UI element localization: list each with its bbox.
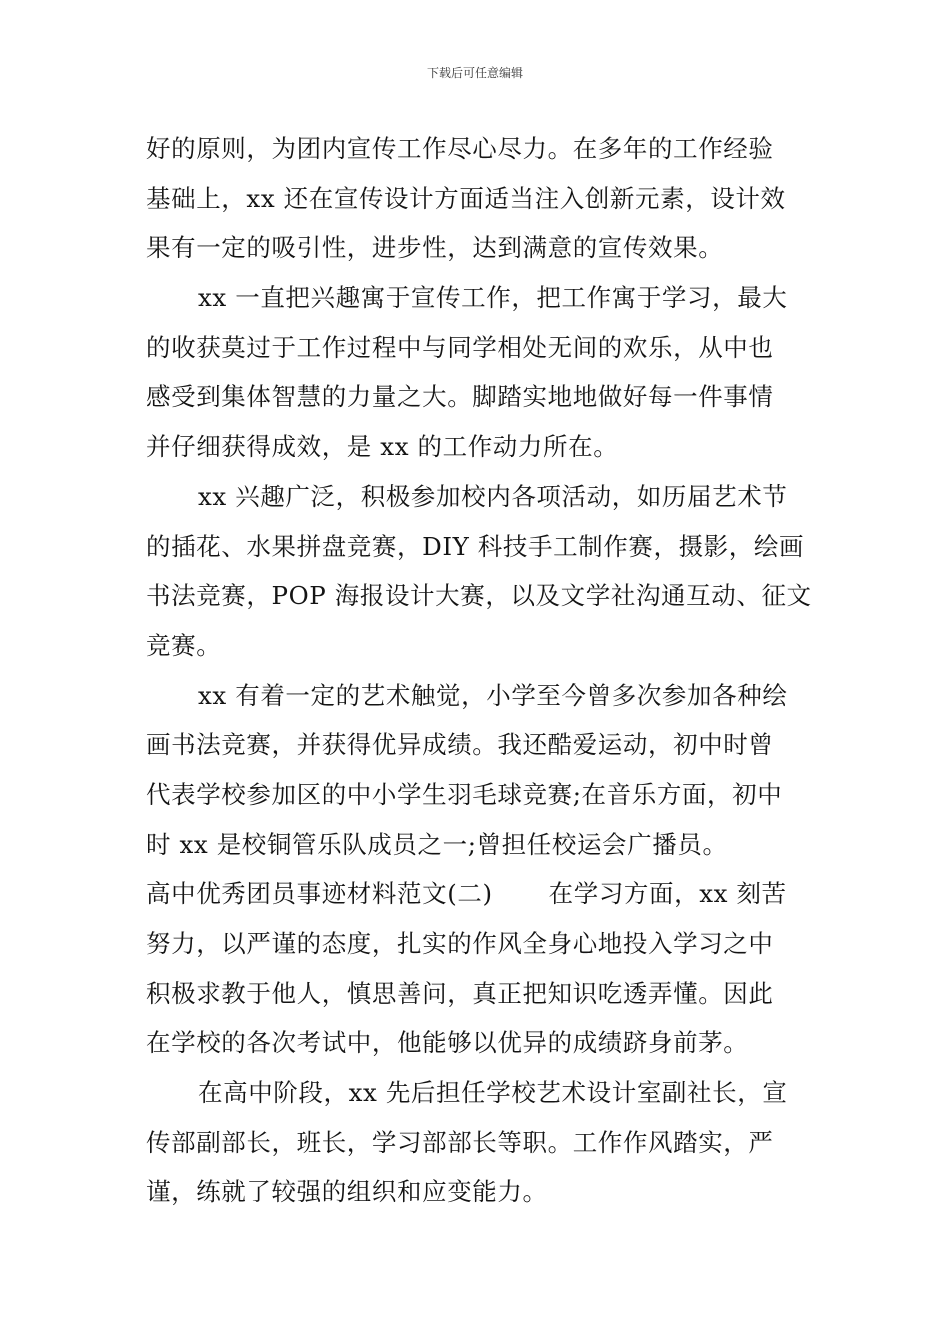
text-line: 在学校的各次考试中，他能够以优异的成绩跻身前茅。 (146, 1028, 749, 1058)
text-line: 努力，以严谨的态度，扎实的作风全身心地投入学习之中 (146, 929, 774, 958)
text-line: 画书法竞赛，并获得优异成绩。我还酷爱运动，初中时曾 (146, 730, 774, 760)
text-line: 果有一定的吸引性，进步性，达到满意的宣传效果。 (146, 233, 724, 263)
text-line: 基础上，xx 还在宣传设计方面适当注入创新元素，设计效 (146, 183, 786, 213)
document-body (146, 124, 816, 1217)
text-line: 感受到集体智慧的力量之大。脚踏实地地做好每一件事情 (146, 382, 774, 412)
paragraph-first-line: xx 一直把兴趣寓于宣传工作，把工作寓于学习，最大 (198, 283, 788, 313)
text-line: 的插花、水果拼盘竞赛，DIY 科技手工制作赛，摄影，绘画 (146, 531, 805, 561)
text-line: 在学习方面，xx 刻苦 (548, 879, 787, 909)
text-line: 时 xx 是校铜管乐队成员之一;曾担任校运会广播员。 (146, 829, 728, 859)
text-line: 并仔细获得成效，是 xx 的工作动力所在。 (146, 432, 619, 462)
section-heading-line (146, 869, 816, 919)
text-line: 积极求教于他人，慎思善问，真正把知识吃透弄懂。因此 (146, 978, 774, 1008)
text-line: 好的原则，为团内宣传工作尽心尽力。在多年的工作经验 (146, 134, 774, 163)
text-line: 竞赛。 (146, 630, 222, 660)
section-heading: 高中优秀团员事迹材料范文(二) (146, 879, 493, 909)
text-line: 的收获莫过于工作过程中与同学相处无间的欢乐，从中也 (146, 332, 774, 362)
text-line: 传部副部长，班长，学习部部长等职。工作作风踏实，严 (146, 1127, 774, 1157)
page-header-note: 下载后可任意编辑 (426, 66, 523, 80)
paragraph-first-line: xx 有着一定的艺术触觉，小学至今曾多次参加各种绘 (198, 680, 788, 710)
text-line: 代表学校参加区的中小学生羽毛球竞赛;在音乐方面，初中 (146, 779, 783, 809)
text-line: 书法竞赛，POP 海报设计大赛，以及文学社沟通互动、征文 (146, 581, 812, 611)
paragraph-first-line: 在高中阶段，xx 先后担任学校艺术设计室副社长，宣 (198, 1078, 788, 1108)
paragraph-first-line: xx 兴趣广泛，积极参加校内各项活动，如历届艺术节 (198, 481, 788, 511)
text-line: 谨，练就了较强的组织和应变能力。 (146, 1177, 548, 1207)
